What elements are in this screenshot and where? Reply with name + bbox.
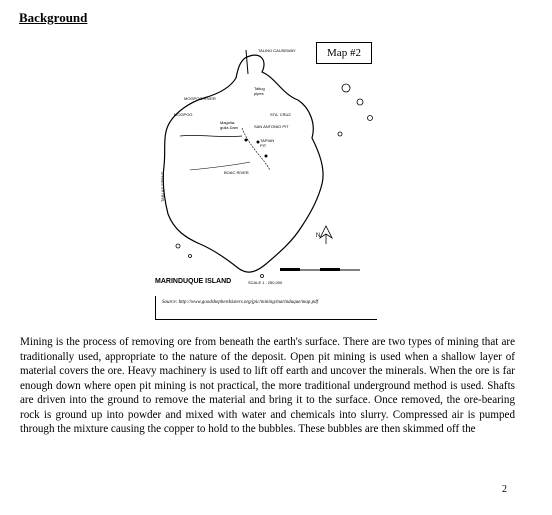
road: [242, 128, 270, 170]
label-vertical: TABLAS STRAIT: [160, 171, 165, 202]
map-scale-label: SCALE 1 : 250,000: [248, 280, 283, 285]
label-mogpog: MOGPOG: [174, 112, 193, 117]
label-tapian-pit: TAPIAN PIT: [260, 138, 275, 148]
label-maguila-dam: Maguila-guila Dam: [220, 120, 239, 130]
page-number: 2: [502, 484, 507, 495]
river-mogpog: [180, 135, 242, 136]
label-sta-cruz: STA. CRUZ: [270, 112, 291, 117]
label-taltug-pipes: Taltug pipes: [254, 86, 265, 96]
causeway-line: [246, 50, 248, 74]
map-figure: [150, 38, 390, 290]
label-north: N: [316, 233, 321, 239]
label-mogpog-river: MOGPOG RIVER: [184, 96, 216, 101]
island-name: MARINDUQUE ISLAND: [155, 278, 232, 285]
island-outline: [163, 55, 323, 272]
label-san-antonio-pit: SAN ANTONIO PIT: [254, 124, 289, 129]
map-number-box: Map #2: [316, 42, 372, 64]
body-paragraph: Mining is the process of removing ore from beneath the earth's surface. There are two types of mining that are traditionally used, appropriate to the nature of the deposit. Open pit mining is used when a shallow layer of material covers the ore. Heavy machinery is used to lift off earth and uncover the minerals. When the ore is far enough down where open pit mining is not practical, the more traditional underground method is used. Shafts are driven into the ground to remove the material and bring it to the surface. Once removed, the ore-bearing rock is ground up into powder and mixed with water and chemicals into slurry. Compressed air is pumped through the mixture causing the copper to hold to the bubbles. These bubbles are then skimmed off the: [20, 336, 515, 435]
north-arrow: [320, 226, 332, 244]
island-map: [150, 38, 390, 290]
section-heading: Background: [19, 10, 88, 25]
map-source-citation: Source: http://www.goodshepherdsisters.org/jpic/mining/marinduque/map.pdf: [155, 296, 377, 320]
label-boac-river: BOAC RIVER: [224, 170, 249, 175]
label-taling-causeway: TALING CAUSEWAY: [258, 48, 296, 53]
river-boac: [190, 162, 250, 170]
scale-bar: [280, 268, 360, 271]
